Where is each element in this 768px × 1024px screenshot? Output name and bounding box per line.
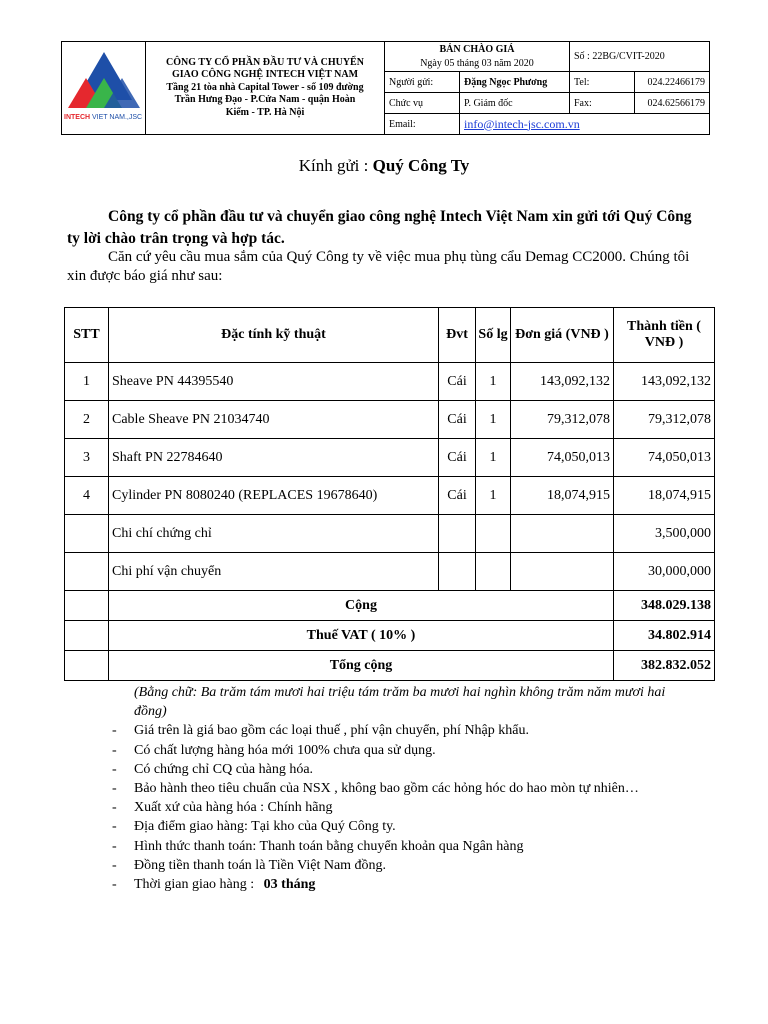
row-spec: Shaft PN 22784640 — [109, 439, 439, 477]
row-qty: 1 — [476, 401, 511, 439]
header-table — [61, 41, 710, 135]
email-link[interactable]: info@intech-jsc.com.vn — [464, 116, 580, 131]
quote-title: BẢN CHÀO GIÁ — [439, 43, 515, 55]
vat-row — [65, 621, 715, 651]
row-unit: Cái — [439, 439, 476, 477]
quote-date: Ngày 05 tháng 03 năm 2020 — [420, 57, 534, 69]
table-row — [65, 477, 715, 515]
row-spec: Sheave PN 44395540 — [109, 363, 439, 401]
row-qty: 1 — [476, 363, 511, 401]
row-stt: 4 — [65, 477, 109, 515]
extra-row — [65, 515, 715, 553]
grand-total-row — [65, 651, 715, 681]
header-spec: Đặc tính kỹ thuật — [109, 308, 439, 363]
terms-list — [112, 721, 692, 894]
term-item: - Có chứng chỉ CQ của hàng hóa. — [112, 760, 692, 779]
company-line: Tầng 21 tòa nhà Capital Tower - số 109 đường — [166, 81, 364, 93]
grand-total-label: Tổng cộng — [109, 651, 614, 681]
header-unit: Đvt — [439, 308, 476, 363]
row-total: 74,050,013 — [614, 439, 715, 477]
term-item: - Giá trên là giá bao gồm các loại thuế , phí vận chuyển, phí Nhập khẩu. — [112, 721, 692, 740]
row-stt: 1 — [65, 363, 109, 401]
row-spec: Cable Sheave PN 21034740 — [109, 401, 439, 439]
header-stt: STT — [65, 308, 109, 363]
company-line: Trần Hưng Đạo - P.Cửa Nam - quận Hoàn — [174, 94, 356, 106]
row-unit: Cái — [439, 401, 476, 439]
row-stt: 2 — [65, 401, 109, 439]
extra-row — [65, 553, 715, 591]
row-stt: 3 — [65, 439, 109, 477]
amount-in-words: (Bằng chữ: Ba trăm tám mươi hai triệu tám trăm ba mươi hai nghìn không trăm năm mươi hai đồng) — [134, 685, 666, 720]
extra-label: Chi chí chứng chỉ — [109, 515, 439, 553]
term-item: - Địa điểm giao hàng: Tại kho của Quý Công ty. — [112, 817, 692, 836]
quote-title-cell — [385, 42, 570, 72]
header-qty: Số lg — [476, 308, 511, 363]
quote-table — [64, 307, 715, 681]
table-header-row — [65, 308, 715, 363]
greeting-prefix: Kính gửi : — [298, 156, 373, 175]
row-price: 74,050,013 — [511, 439, 614, 477]
extra-total: 30,000,000 — [614, 553, 715, 591]
subtotal-value: 348.029.138 — [614, 591, 715, 621]
greeting — [0, 156, 768, 176]
quote-number: Số : 22BG/CVIT-2020 — [570, 42, 710, 72]
row-total: 143,092,132 — [614, 363, 715, 401]
greeting-name: Quý Công Ty — [372, 156, 470, 175]
header-price: Đơn giá (VNĐ ) — [511, 308, 614, 363]
row-qty: 1 — [476, 477, 511, 515]
term-item — [112, 875, 692, 894]
row-price: 143,092,132 — [511, 363, 614, 401]
notes — [112, 683, 692, 894]
row-price: 18,074,915 — [511, 477, 614, 515]
vat-label: Thuế VAT ( 10% ) — [109, 621, 614, 651]
delivery-label: Thời gian giao hàng : — [134, 877, 258, 893]
sender-value: Đặng Ngọc Phương — [460, 72, 570, 93]
term-item: - Xuất xứ của hàng hóa : Chính hãng — [112, 798, 692, 817]
logo-text-primary: INTECH — [64, 114, 91, 121]
header-total: Thành tiền ( VNĐ ) — [614, 308, 715, 363]
grand-total-value: 382.832.052 — [614, 651, 715, 681]
subtotal-row — [65, 591, 715, 621]
sender-label: Người gửi: — [385, 72, 460, 93]
logo — [62, 42, 146, 135]
tel-label: Tel: — [570, 72, 635, 93]
row-price: 79,312,078 — [511, 401, 614, 439]
table-row — [65, 363, 715, 401]
row-qty: 1 — [476, 439, 511, 477]
subtotal-label: Cộng — [109, 591, 614, 621]
fax-value: 024.62566179 — [635, 93, 710, 114]
row-total: 79,312,078 — [614, 401, 715, 439]
table-row — [65, 439, 715, 477]
term-item: - Bảo hành theo tiêu chuẩn của NSX , không bao gồm các hỏng hóc do hao mòn tự nhiên… — [112, 779, 692, 798]
term-item: - Có chất lượng hàng hóa mới 100% chưa qua sử dụng. — [112, 741, 692, 760]
vat-value: 34.802.914 — [614, 621, 715, 651]
intro-paragraph: Công ty cổ phần đầu tư và chuyển giao công nghệ Intech Việt Nam xin gửi tới Quý Công ty lời chào trân trọng và hợp tác. — [67, 208, 692, 247]
position-value: P. Giám đốc — [460, 93, 570, 114]
row-unit: Cái — [439, 363, 476, 401]
delivery-value: 03 tháng — [263, 877, 316, 893]
term-item: - Hình thức thanh toán: Thanh toán bằng chuyển khoản qua Ngân hàng — [112, 837, 692, 856]
fax-label: Fax: — [570, 93, 635, 114]
position-label: Chức vụ — [385, 93, 460, 114]
basis-paragraph: Căn cứ yêu cầu mua sắm của Quý Công ty về việc mua phụ tùng cẩu Demag CC2000. Chúng tôi xin được báo giá như sau: — [67, 249, 690, 284]
company-info — [146, 42, 385, 135]
row-spec: Cylinder PN 8080240 (REPLACES 19678640) — [109, 477, 439, 515]
tel-value: 024.22466179 — [635, 72, 710, 93]
extra-label: Chi phí vận chuyển — [109, 553, 439, 591]
table-row — [65, 401, 715, 439]
company-line: GIAO CÔNG NGHỆ INTECH VIỆT NAM — [171, 69, 359, 81]
company-line: CÔNG TY CỔ PHẦN ĐẦU TƯ VÀ CHUYỂN — [166, 56, 364, 68]
term-item: - Đồng tiền thanh toán là Tiền Việt Nam đồng. — [112, 856, 692, 875]
logo-text-secondary: VIET NAM.,JSC — [92, 114, 143, 121]
row-unit: Cái — [439, 477, 476, 515]
company-line: Kiếm - TP. Hà Nội — [225, 106, 305, 118]
row-total: 18,074,915 — [614, 477, 715, 515]
email-label: Email: — [385, 114, 460, 135]
extra-total: 3,500,000 — [614, 515, 715, 553]
